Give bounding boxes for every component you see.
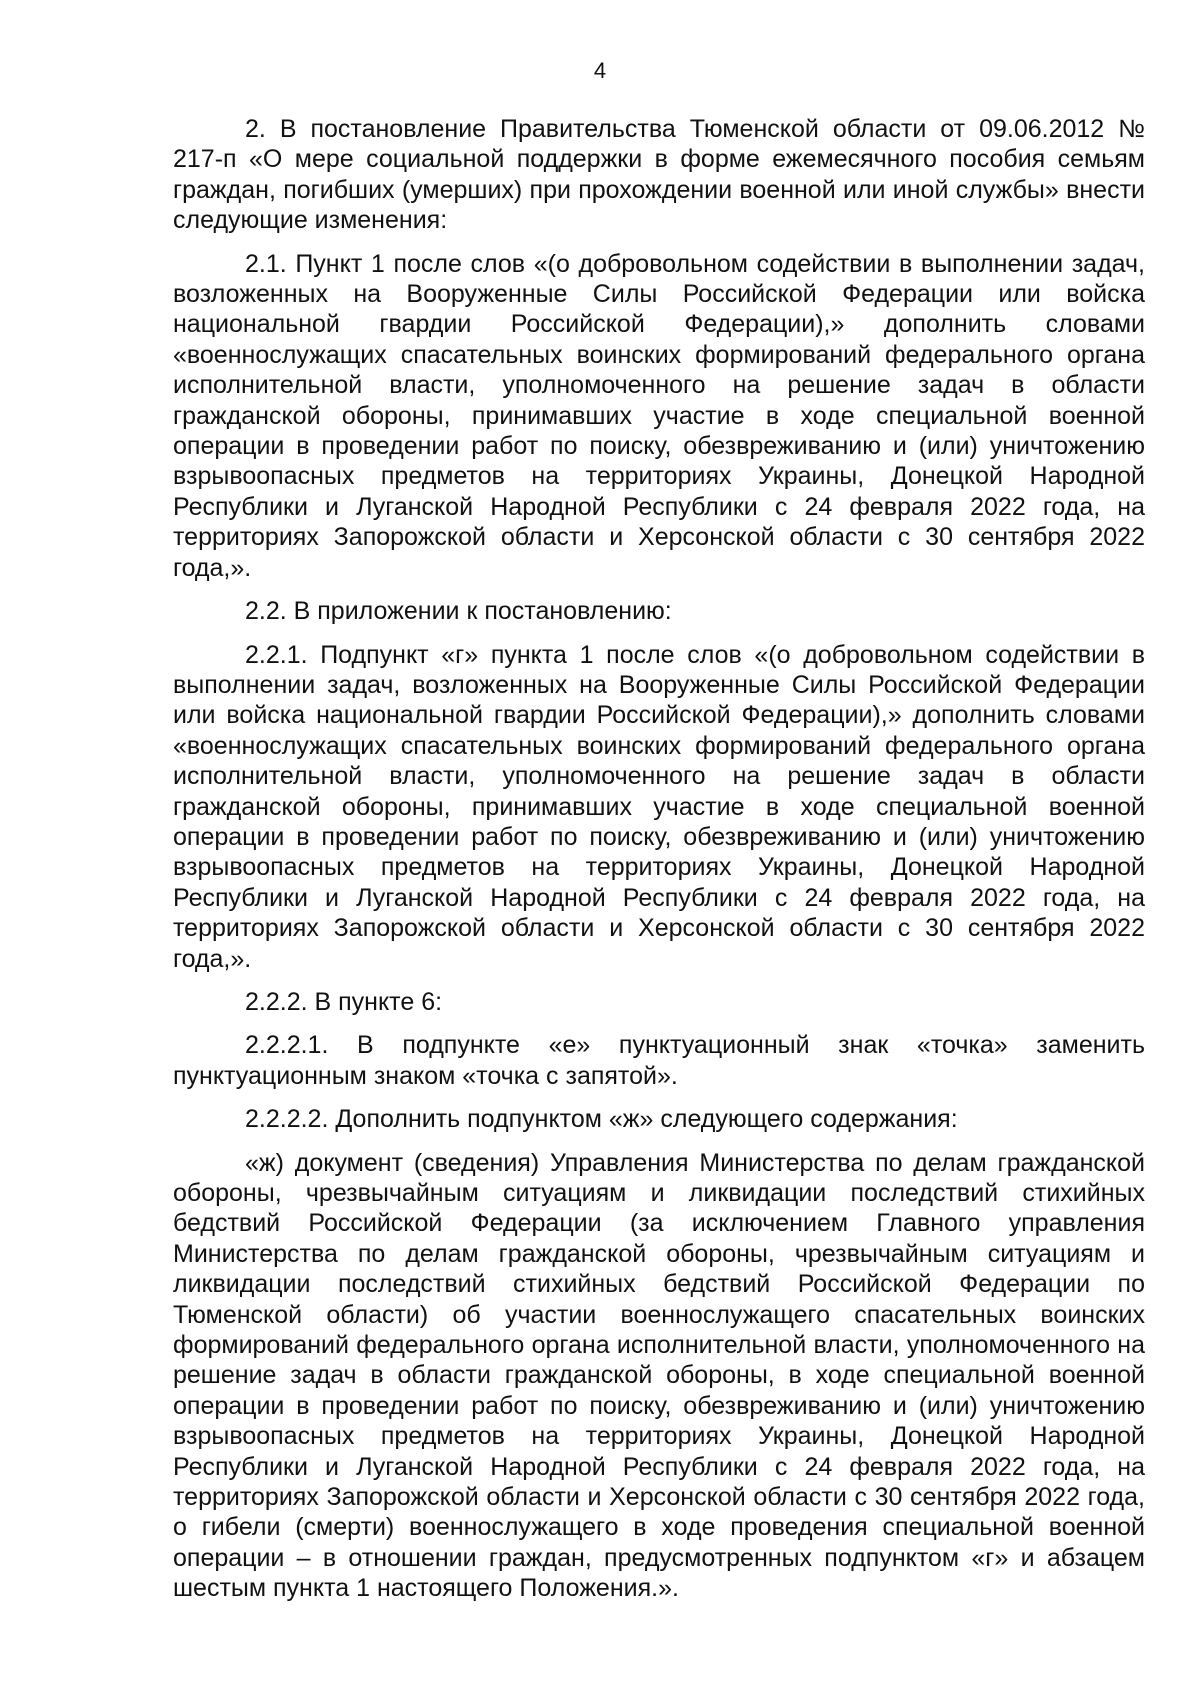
- paragraph-2-2-2-1: 2.2.2.1. В подпункте «е» пунктуационный знак «точка» заменить пунктуационным знаком «точка с запятой».: [173, 1031, 1145, 1090]
- paragraph-2: 2. В постановление Правительства Тюменской области от 09.06.2012 № 217-п «О мере социальной поддержки в форме ежемесячного пособия семьям граждан, погибших (умерших) при прохождении военной или иной службы» внести следующие изменения:: [173, 115, 1145, 235]
- paragraph-2-1: 2.1. Пункт 1 после слов «(о добровольном содействии в выполнении задач, возложенных на Вооруженные Силы Российской Федерации или войска национальной гвардии Российской Федерации),» дополнить словами «военнослужащих спасательных воинских формирований федерального органа исполнительной власти, уполномоченного на решение задач в области гражданской обороны, принимавших участие в ходе специальной военной операции в проведении работ по поиску, обезвреживанию и (или) уничтожению взрывоопасных предметов на территориях Украины, Донецкой Народной Республики и Луганской Народной Республики с 24 февраля 2022 года, на территориях Запорожской области и Херсонской области с 30 сентября 2022 года,».: [173, 249, 1145, 582]
- paragraph-subpoint-zh: «ж) документ (сведения) Управления Министерства по делам гражданской обороны, чрезвычайным ситуациям и ликвидации последствий стихийных бедствий Российской Федерации (за исключением Главного управления Министерства по делам гражданской обороны, чрезвычайным ситуациям и ликвидации последствий стихийных бедствий Российской Федерации по Тюменской области) об участии военнослужащего спасательных воинских формирований федерального органа исполнительной власти, уполномоченного на решение задач в области гражданской обороны, в ходе специальной военной операции в проведении работ по поиску, обезвреживанию и (или) уничтожению взрывоопасных предметов на территориях Украины, Донецкой Народной Республики и Луганской Народной Республики с 24 февраля 2022 года, на территориях Запорожской области и Херсонской области с 30 сентября 2022 года, о гибели (смерти) военнослужащего в ходе проведения специальной военной операции – в отношении граждан, предусмотренных подпунктом «г» и абзацем шестым пункта 1 настоящего Положения.».: [173, 1148, 1145, 1603]
- paragraph-2-2-2: 2.2.2. В пункте 6:: [245, 987, 443, 1016]
- paragraph-2-2-1: 2.2.1. Подпункт «г» пункта 1 после слов «(о добровольном содействии в выполнении задач, возложенных на Вооруженные Силы Российской Федерации или войска национальной гвардии Российской Федерации),» дополнить словами «военнослужащих спасательных воинских формирований федерального органа исполнительной власти, уполномоченного на решение задач в области гражданской обороны, принимавших участие в ходе специальной военной операции в проведении работ по поиску, обезвреживанию и (или) уничтожению взрывоопасных предметов на территориях Украины, Донецкой Народной Республики и Луганской Народной Республики с 24 февраля 2022 года, на территориях Запорожской области и Херсонской области с 30 сентября 2022 года,».: [173, 640, 1145, 973]
- document-body: [173, 114, 1145, 1604]
- paragraph-2-2: 2.2. В приложении к постановлению:: [245, 597, 672, 626]
- page-number: 4: [593, 58, 607, 83]
- paragraph-2-2-2-2: 2.2.2.2. Дополнить подпунктом «ж» следующего содержания:: [245, 1105, 958, 1134]
